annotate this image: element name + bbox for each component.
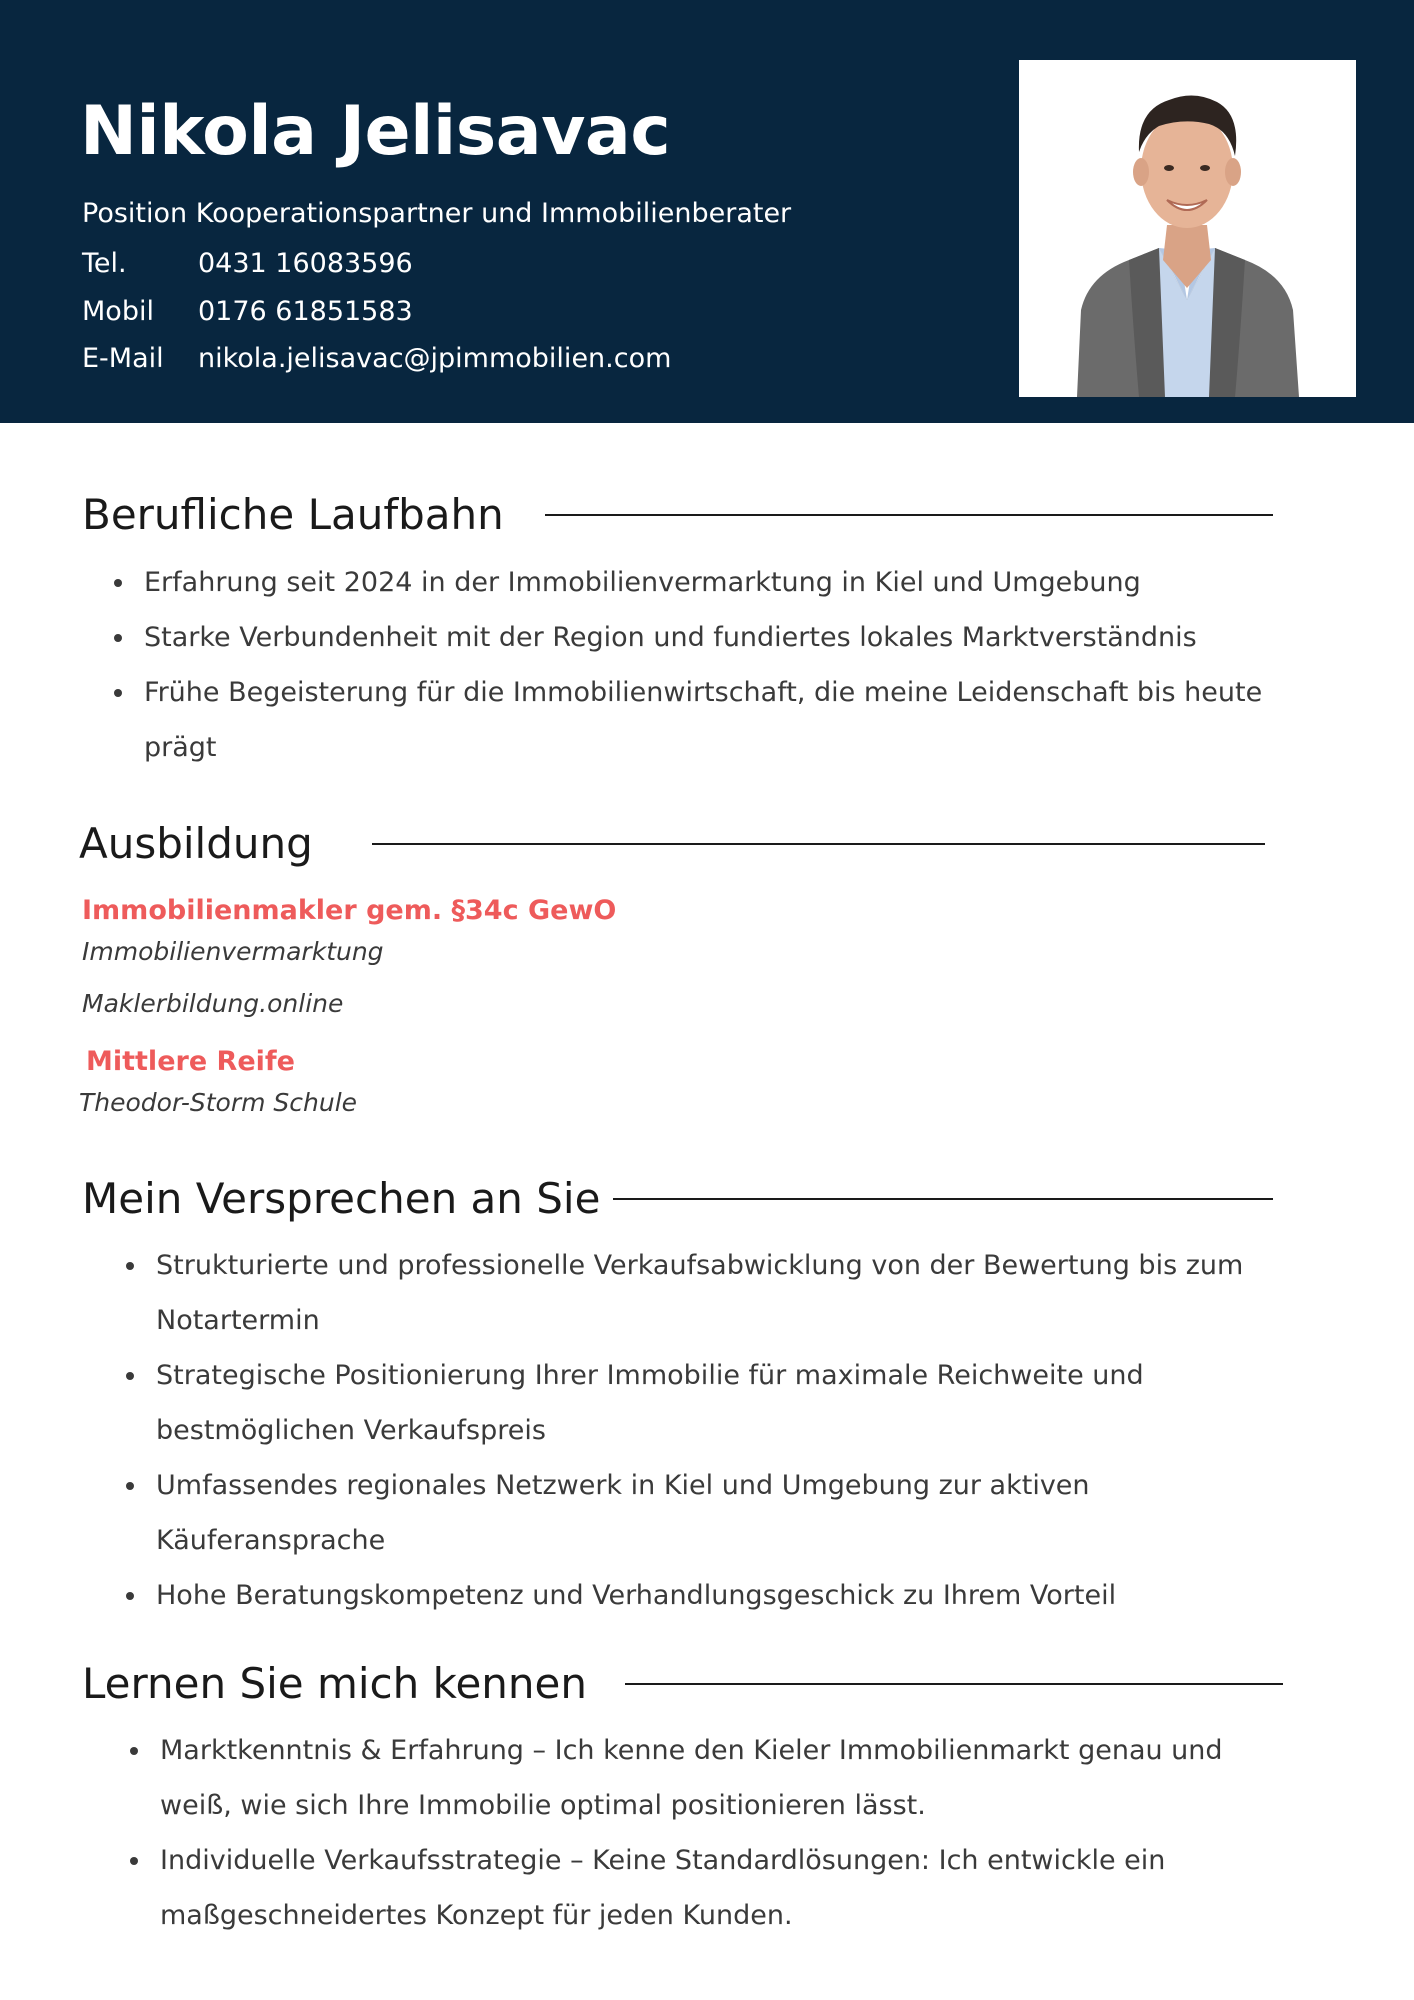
section-divider-versprechen	[613, 1198, 1273, 1200]
contact-phone-value[interactable]: 0431 16083596	[198, 248, 413, 279]
list-item: Umfassendes regionales Netzwerk in Kiel und Umgebung zur aktiven Käuferansprache	[156, 1458, 1266, 1568]
list-item: Marktkenntnis & Erfahrung – Ich kenne den Kieler Immobilienmarkt genau und weiß, wie sich Ihre Immobilie optimal positionieren lässt.	[160, 1723, 1280, 1833]
contact-mobile	[82, 296, 413, 327]
list-laufbahn	[144, 555, 1274, 775]
header-banner	[0, 0, 1414, 423]
education-subtitle: Theodor-Storm Schule	[79, 1088, 358, 1117]
section-title-versprechen: Mein Versprechen an Sie	[82, 1174, 601, 1223]
portrait-photo-icon	[1019, 60, 1356, 397]
list-kennen	[160, 1723, 1280, 1943]
section-divider-laufbahn	[545, 514, 1273, 516]
list-item: Strategische Positionierung Ihrer Immobilie für maximale Reichweite und bestmöglichen Verkaufspreis	[156, 1348, 1266, 1458]
list-item: Strukturierte und professionelle Verkaufsabwicklung von der Bewertung bis zum Notartermin	[156, 1238, 1266, 1348]
education-subtitle: Immobilienvermarktung	[82, 937, 384, 966]
contact-email-value[interactable]: nikola.jelisavac@jpimmobilien.com	[198, 343, 672, 374]
education-institution: Maklerbildung.online	[82, 989, 344, 1018]
portrait-photo	[1019, 60, 1356, 397]
section-divider-kennen	[625, 1683, 1283, 1685]
contact-phone-label: Tel.	[82, 248, 127, 279]
person-name: Nikola Jelisavac	[80, 92, 671, 171]
section-title-kennen: Lernen Sie mich kennen	[82, 1659, 587, 1708]
education-title: Immobilienmakler gem. §34c GewO	[82, 895, 617, 926]
list-item: Starke Verbundenheit mit der Region und fundiertes lokales Marktverständnis	[144, 610, 1274, 665]
list-item: Individuelle Verkaufsstrategie – Keine Standardlösungen: Ich entwickle ein maßgeschneidertes Konzept für jeden Kunden.	[160, 1833, 1280, 1943]
contact-email-label: E-Mail	[82, 343, 164, 374]
list-item: Hohe Beratungskompetenz und Verhandlungsgeschick zu Ihrem Vorteil	[156, 1568, 1266, 1623]
contact-phone	[82, 248, 413, 279]
section-title-laufbahn: Berufliche Laufbahn	[82, 490, 504, 539]
list-item: Frühe Begeisterung für die Immobilienwirtschaft, die meine Leidenschaft bis heute prägt	[144, 665, 1274, 775]
section-divider-ausbildung	[372, 843, 1265, 845]
contact-mobile-label: Mobil	[82, 296, 154, 327]
contact-mobile-value[interactable]: 0176 61851583	[198, 296, 413, 327]
position-text: Position Kooperationspartner und Immobilienberater	[82, 198, 792, 229]
list-versprechen	[156, 1238, 1266, 1623]
list-item: Erfahrung seit 2024 in der Immobilienvermarktung in Kiel und Umgebung	[144, 555, 1274, 610]
section-title-ausbildung: Ausbildung	[79, 819, 313, 868]
education-title: Mittlere Reife	[86, 1046, 295, 1077]
contact-email	[82, 343, 671, 374]
